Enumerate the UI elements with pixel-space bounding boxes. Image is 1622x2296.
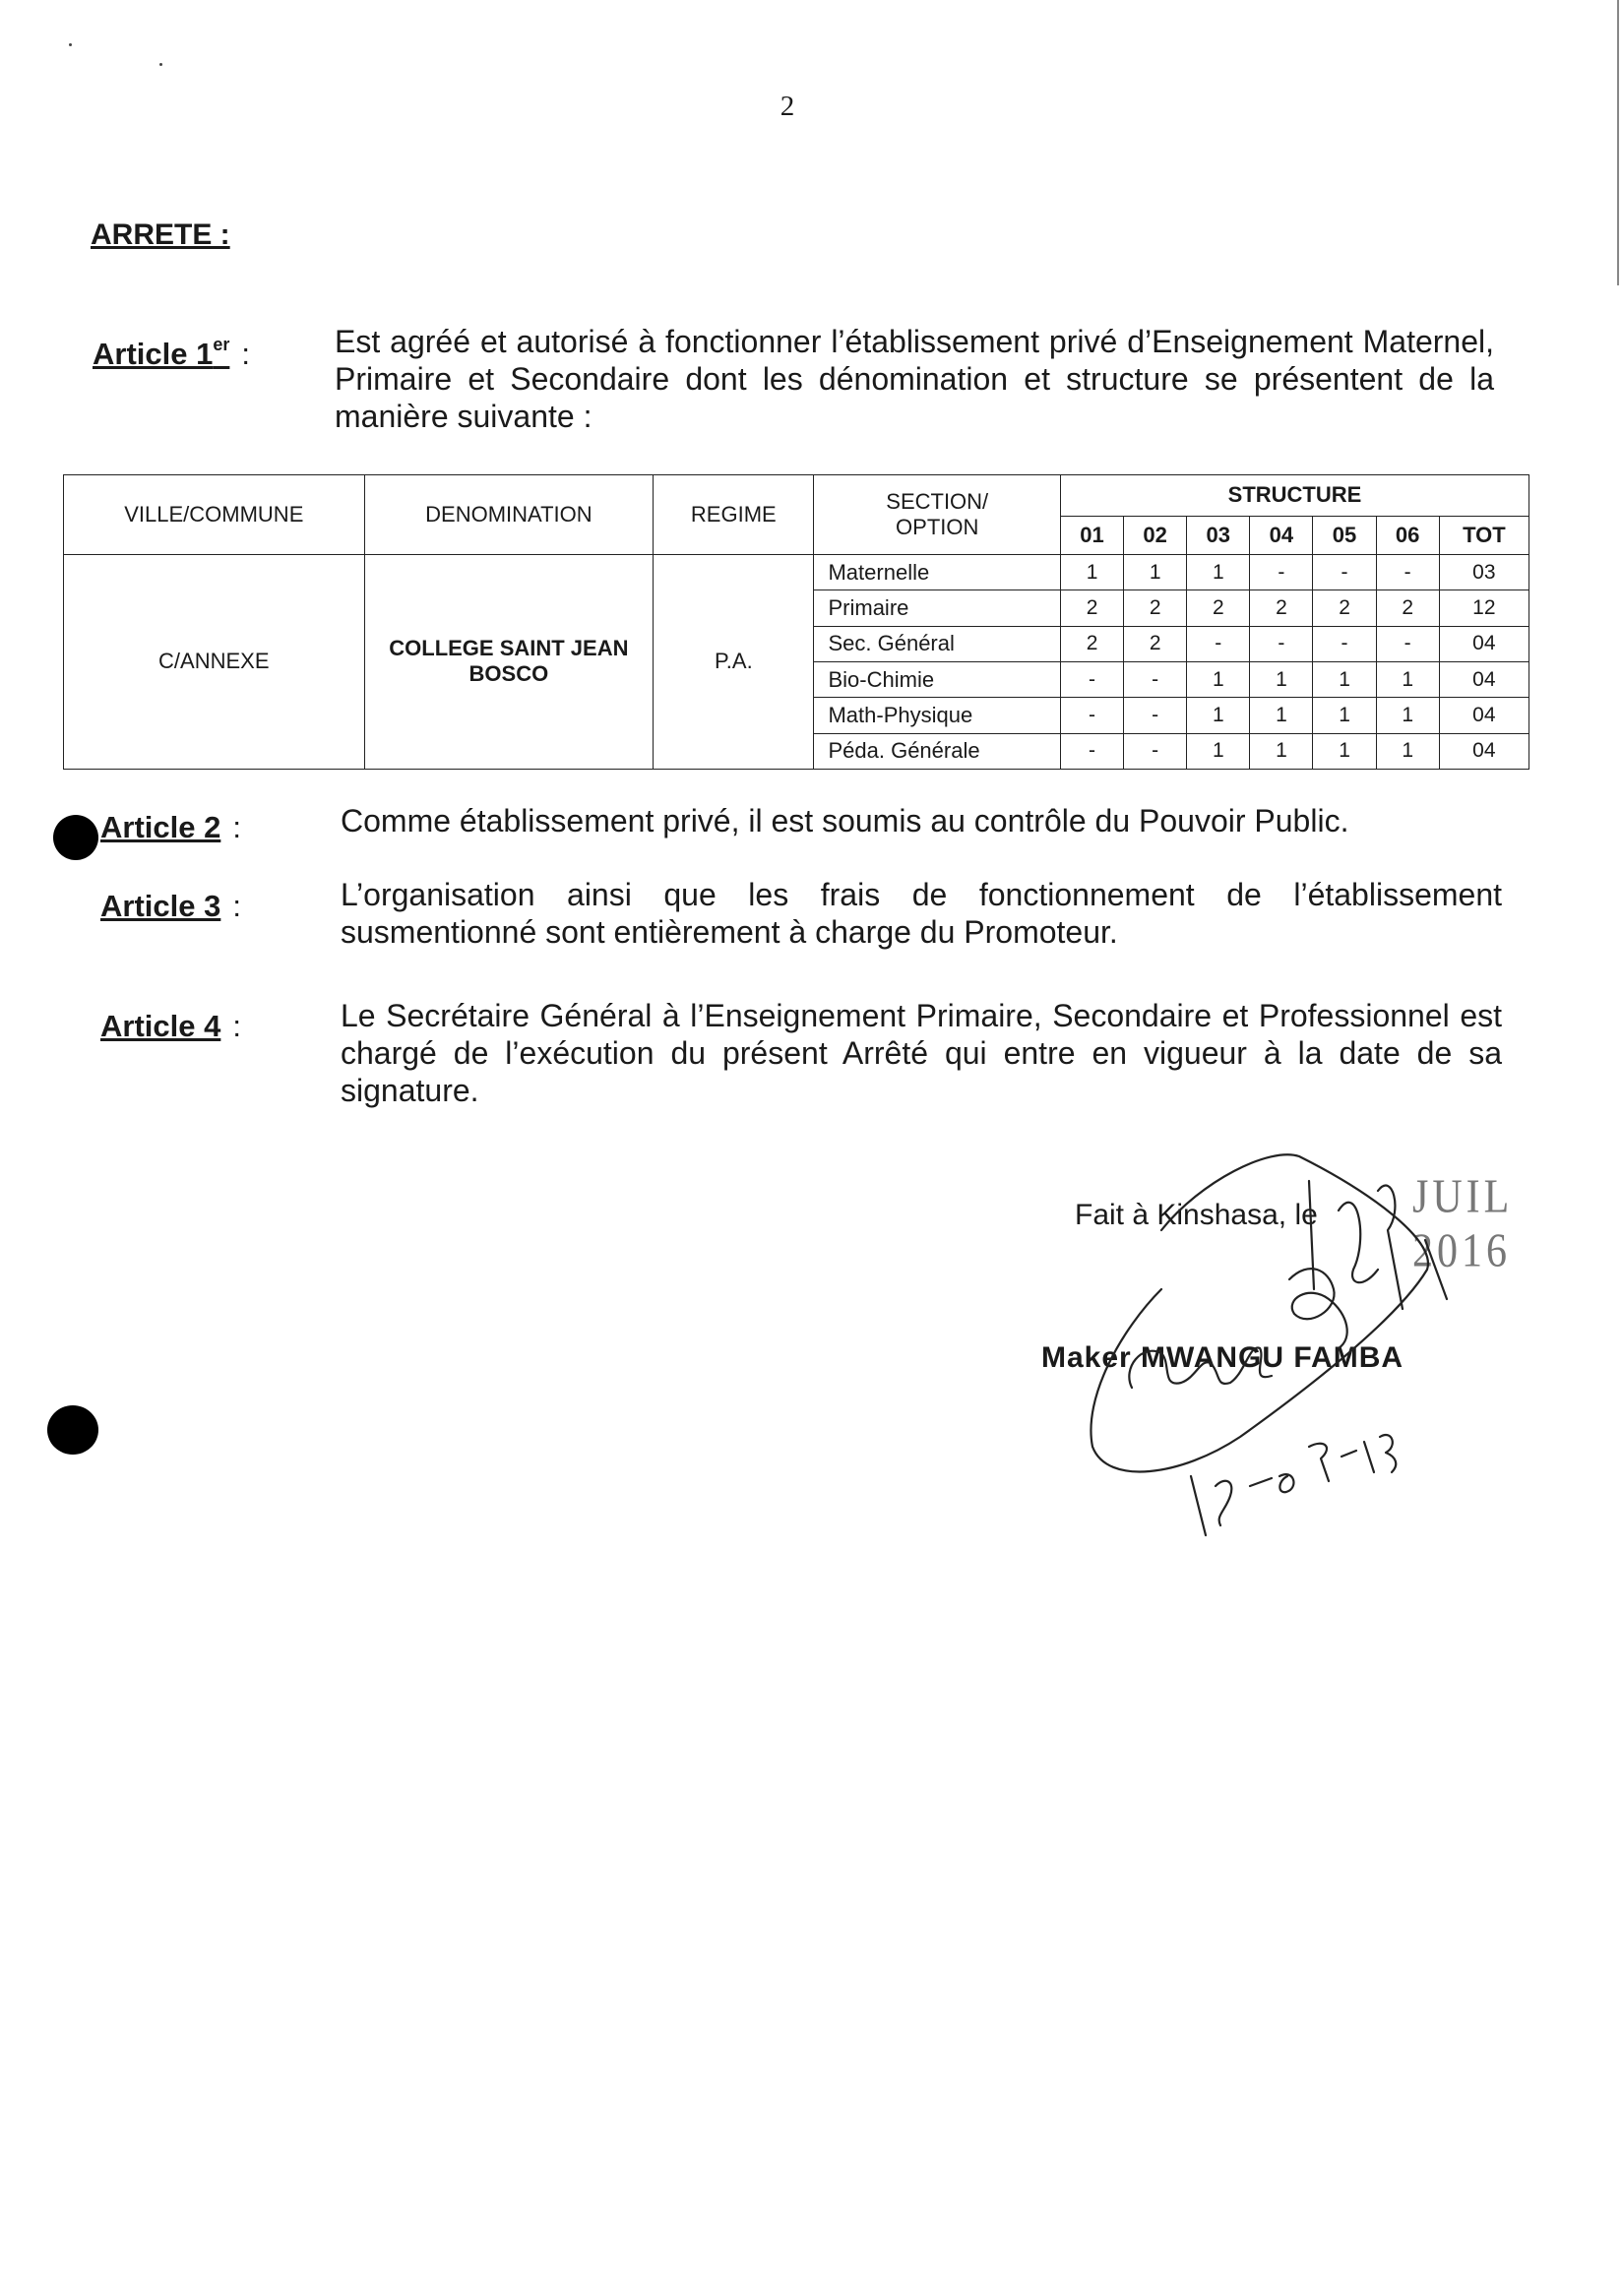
scan-speck xyxy=(69,43,72,46)
cell-value: 2 xyxy=(1060,626,1123,661)
scan-speck xyxy=(159,63,162,66)
header-section-line2: OPTION xyxy=(896,514,979,539)
article-3-label xyxy=(100,889,241,924)
cell-regime: P.A. xyxy=(654,554,814,769)
cell-value: - xyxy=(1250,626,1313,661)
header-section-line1: SECTION/ xyxy=(886,488,989,514)
cell-value: - xyxy=(1124,698,1187,733)
scan-edge-line xyxy=(1617,0,1619,285)
article-3-label-text: Article 3 xyxy=(100,889,221,923)
cell-value: - xyxy=(1376,554,1439,590)
cell-value: 2 xyxy=(1313,590,1376,626)
header-denomination: DENOMINATION xyxy=(364,475,654,555)
cell-value: 1 xyxy=(1313,698,1376,733)
cell-value: - xyxy=(1060,733,1123,769)
cell-value: 2 xyxy=(1124,626,1187,661)
cell-value: 2 xyxy=(1124,590,1187,626)
article-1-label-text: Article 1 xyxy=(93,337,214,371)
header-regime: REGIME xyxy=(654,475,814,555)
cell-value: 1 xyxy=(1250,698,1313,733)
cell-total: 04 xyxy=(1439,626,1528,661)
cell-ville: C/ANNEXE xyxy=(64,554,365,769)
cell-value: 1 xyxy=(1060,554,1123,590)
cell-value: 1 xyxy=(1187,698,1250,733)
cell-value: 2 xyxy=(1187,590,1250,626)
header-total: TOT xyxy=(1439,516,1528,554)
cell-value: 1 xyxy=(1250,661,1313,697)
cell-value: - xyxy=(1060,661,1123,697)
cell-value: 1 xyxy=(1250,733,1313,769)
cell-total: 04 xyxy=(1439,733,1528,769)
cell-value: 1 xyxy=(1313,661,1376,697)
header-level: 03 xyxy=(1187,516,1250,554)
header-ville-commune: VILLE/COMMUNE xyxy=(64,475,365,555)
structure-table xyxy=(63,474,1529,770)
cell-total: 04 xyxy=(1439,698,1528,733)
cell-value: 1 xyxy=(1124,554,1187,590)
cell-denomination: COLLEGE SAINT JEAN BOSCO xyxy=(364,554,654,769)
cell-value: - xyxy=(1313,626,1376,661)
ink-blot xyxy=(53,815,98,860)
signer-name: Maker MWANGU FAMBA xyxy=(1041,1341,1404,1374)
article-4-colon: : xyxy=(232,1009,241,1043)
cell-option: Péda. Générale xyxy=(814,733,1060,769)
cell-value: 1 xyxy=(1376,698,1439,733)
cell-value: 1 xyxy=(1187,661,1250,697)
article-2-text: Comme établissement privé, il est soumis au contrôle du Pouvoir Public. xyxy=(341,803,1349,838)
article-4-label-text: Article 4 xyxy=(100,1009,221,1043)
article-4-label xyxy=(100,1009,241,1044)
header-level: 01 xyxy=(1060,516,1123,554)
cell-value: 1 xyxy=(1187,733,1250,769)
cell-value: - xyxy=(1124,661,1187,697)
article-1-superscript: er xyxy=(213,335,230,354)
cell-value: - xyxy=(1376,626,1439,661)
header-level: 06 xyxy=(1376,516,1439,554)
cell-value: 1 xyxy=(1376,661,1439,697)
article-2-colon: : xyxy=(232,810,241,844)
handwritten-signature xyxy=(1014,1151,1604,1545)
article-1-colon: : xyxy=(241,337,250,371)
cell-option: Primaire xyxy=(814,590,1060,626)
made-at-text: Fait à Kinshasa, le xyxy=(1075,1199,1318,1231)
cell-value: - xyxy=(1124,733,1187,769)
page-number: 2 xyxy=(780,91,795,122)
article-2-label-text: Article 2 xyxy=(100,810,221,844)
article-3-colon: : xyxy=(232,889,241,923)
cell-value: 1 xyxy=(1376,733,1439,769)
table-row xyxy=(64,554,1529,590)
cell-value: - xyxy=(1250,554,1313,590)
cell-value: - xyxy=(1187,626,1250,661)
header-level: 02 xyxy=(1124,516,1187,554)
article-4-text: Le Secrétaire Général à l’Enseignement Primaire, Secondaire et Professionnel est chargé de l’exécution du présent Arrêté qui entre en vigueur à la date de sa signature. xyxy=(341,998,1502,1108)
article-3-text: L’organisation ainsi que les frais de fonctionnement de l’établissement susmentionné sont entièrement à charge du Promoteur. xyxy=(341,877,1502,950)
article-1-label xyxy=(93,335,250,372)
cell-option: Bio-Chimie xyxy=(814,661,1060,697)
cell-total: 04 xyxy=(1439,661,1528,697)
article-1-text: Est agréé et autorisé à fonctionner l’établissement privé d’Enseignement Maternel, Primaire et Secondaire dont les dénomination et structure se présentent de la manière suivante : xyxy=(335,324,1494,434)
cell-value: 2 xyxy=(1250,590,1313,626)
arrete-heading: ARRETE : xyxy=(91,218,230,251)
header-level: 05 xyxy=(1313,516,1376,554)
cell-total: 03 xyxy=(1439,554,1528,590)
header-structure: STRUCTURE xyxy=(1060,475,1528,517)
cell-value: - xyxy=(1060,698,1123,733)
cell-value: 2 xyxy=(1376,590,1439,626)
header-level: 04 xyxy=(1250,516,1313,554)
cell-option: Math-Physique xyxy=(814,698,1060,733)
ink-blot xyxy=(47,1405,98,1455)
cell-total: 12 xyxy=(1439,590,1528,626)
date-stamp: JUIL 2016 xyxy=(1412,1170,1512,1278)
cell-option: Maternelle xyxy=(814,554,1060,590)
cell-value: - xyxy=(1313,554,1376,590)
cell-option: Sec. Général xyxy=(814,626,1060,661)
header-section-option xyxy=(814,475,1060,555)
article-2-label xyxy=(100,810,241,845)
cell-value: 1 xyxy=(1187,554,1250,590)
cell-value: 2 xyxy=(1060,590,1123,626)
cell-value: 1 xyxy=(1313,733,1376,769)
